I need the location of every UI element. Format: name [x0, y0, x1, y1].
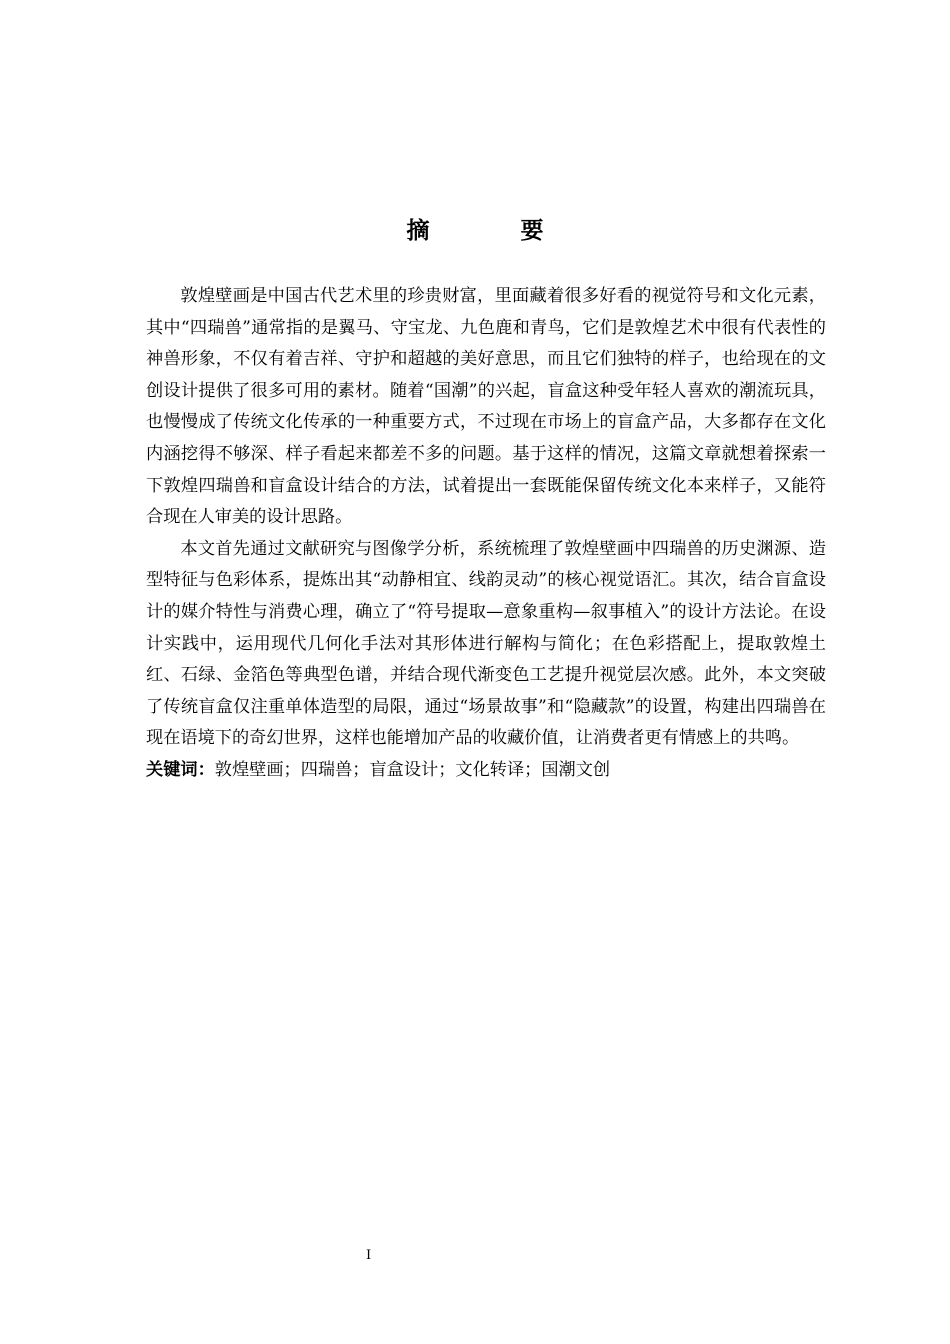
abstract-paragraph-2: 本文首先通过文献研究与图像学分析，系统梳理了敦煌壁画中四瑞兽的历史渊源、造型特征与色彩体系，提炼出其“动静相宜、线韵灵动”的核心视觉语汇。其次，结合盲盒设计的媒介特性与消费心理，确立了“符号提取—意象重构—叙事植入”的设计方法论。在设计实践中，运用现代几何化手法对其形体进行解构与简化；在色彩搭配上，提取敦煌土红、石绿、金箔色等典型色谱，并结合现代渐变色工艺提升视觉层次感。此外，本文突破了传统盲盒仅注重单体造型的局限，通过“场景故事”和“隐藏款”的设置，构建出四瑞兽在现在语境下的奇幻世界，这样也能增加产品的收藏价值，让消费者更有情感上的共鸣。 [146, 538, 826, 749]
page-number: I [366, 1248, 372, 1263]
keywords-label: 关键词： [146, 759, 215, 780]
abstract-title: 摘 要 [406, 218, 578, 244]
keywords-text: 敦煌壁画；四瑞兽；盲盒设计；文化转译；国潮文创 [214, 759, 611, 780]
abstract-paragraph-1: 敦煌壁画是中国古代艺术里的珍贵财富，里面藏着很多好看的视觉符号和文化元素，其中“四瑞兽”通常指的是翼马、守宝龙、九色鹿和青鸟，它们是敦煌艺术中很有代表性的神兽形象，不仅有着吉祥、守护和超越的美好意思，而且它们独特的样子，也给现在的文创设计提供了很多可用的素材。随着“国潮”的兴起，盲盒这种受年轻人喜欢的潮流玩具，也慢慢成了传统文化传承的一种重要方式，不过现在市场上的盲盒产品，大多都存在文化内涵挖得不够深、样子看起来都差不多的问题。基于这样的情况，这篇文章就想着探索一下敦煌四瑞兽和盲盒设计结合的方法，试着提出一套既能保留传统文化本来样子，又能符合现在人审美的设计思路。 [146, 286, 826, 528]
keywords-line [146, 755, 826, 787]
abstract-body [146, 281, 826, 787]
